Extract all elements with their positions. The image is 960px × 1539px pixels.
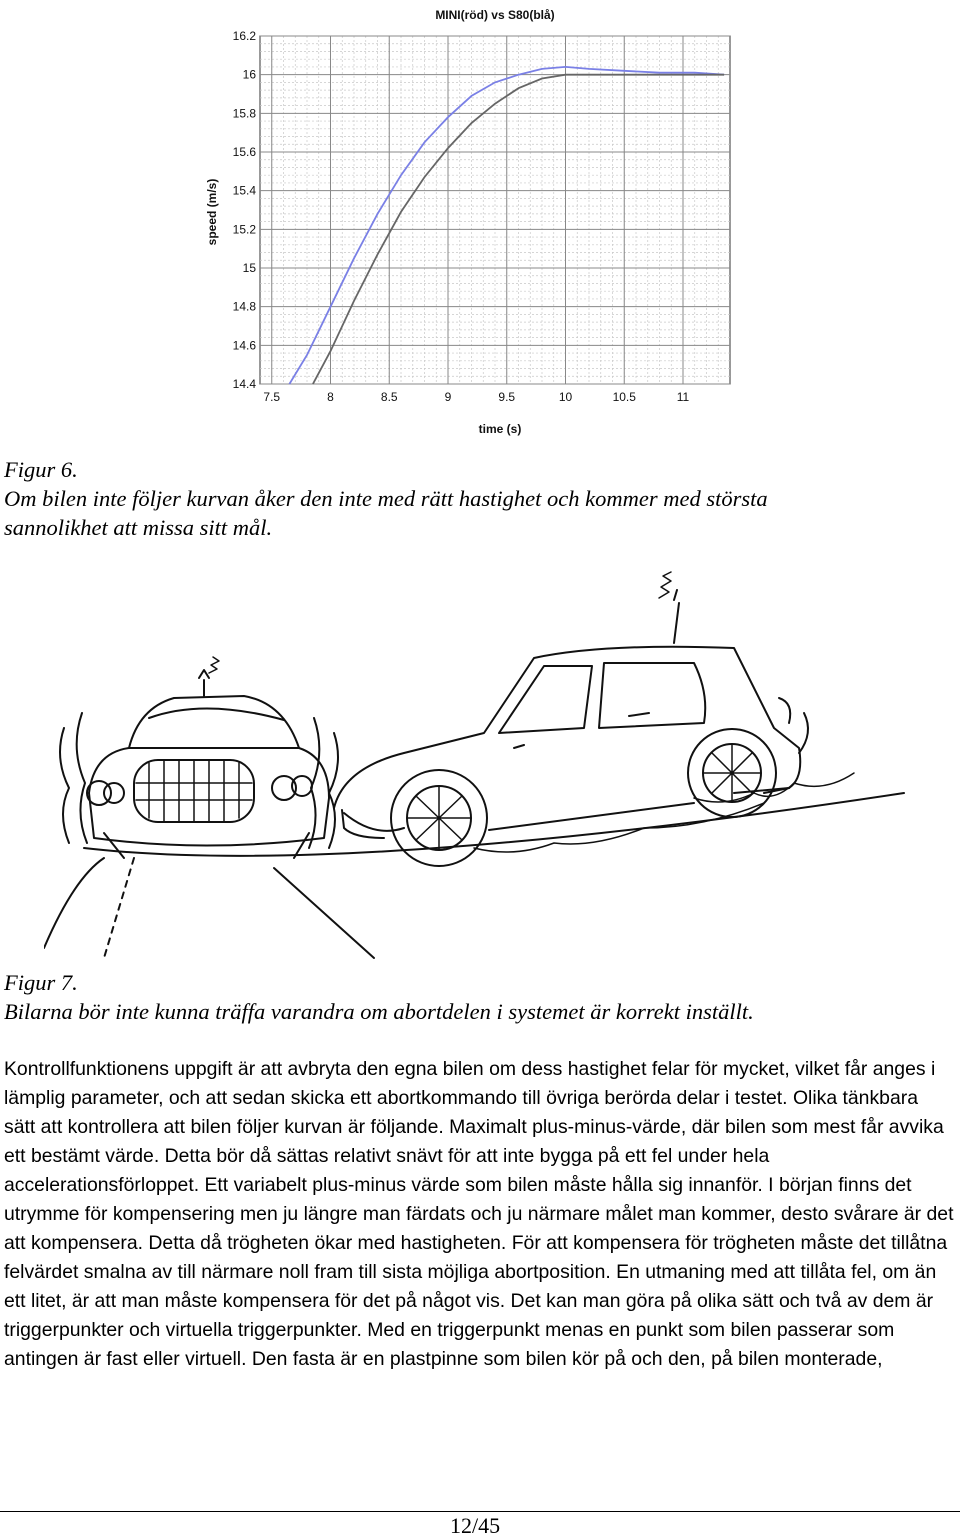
chart-x-tick-label: 10.5 <box>612 390 636 404</box>
chart-x-tick-label: 9 <box>444 390 452 404</box>
motion-line <box>60 728 69 843</box>
page-number: 12/45 <box>450 1513 501 1538</box>
chart-y-tick-label: 14.8 <box>232 299 256 314</box>
road-lane-edge <box>274 868 374 958</box>
road-lane-mark <box>104 858 134 958</box>
chart-y-tick-label: 15.8 <box>232 106 256 121</box>
body-paragraph: Kontrollfunktionens uppgift är att avbryta den egna bilen om dess hastighet felar för mycket, vilket får anges i lämplig parameter, och att sedan skicka ett abortkommando till övriga berörda delar i testet. Olika tänkbara sätt att kontrollera att bilen följer kurvan är följande. Maximalt plus-minus-värde, där bilen som mest får avvika ett bestämt värde. Detta bör då sättas relativt snävt för att inte bygga på ett fel under hela accelerationsförloppet. Ett variabelt plus-minus värde som bilen måste hålla sig innanför. I början finns det utrymme för kompensering men ju längre man färdats och ju närmare målet man kommer, desto svårare är det att kompensera. Detta då trögheten ökar med hastigheten. För att kompensera för trögheten måste det tillåtna felvärdet smalna av till närmare noll fram till sista möjliga abortposition. En utmaning med att tillåta fel, om än ett litet, är att man måste kompensera för det på något vis. Det kan man göra på olika sätt och två av dem är triggerpunkter och virtuella triggerpunkter. Med en triggerpunkt menas en punkt som bilen passerar som antingen är fast eller virtuell. Den fasta är en plastpinne som bilen kör på och den, på bilen monterade, <box>4 1058 954 1370</box>
motion-line <box>77 713 87 843</box>
chart-y-axis-label: speed (m/s) <box>205 178 219 246</box>
chart-x-tick-label: 8.5 <box>380 390 398 404</box>
figure-6-label: Figur 6. <box>4 457 78 482</box>
chart-y-tick-label: 16 <box>242 67 256 82</box>
speed-chart <box>200 0 760 445</box>
right-car <box>334 572 854 866</box>
figure-7-label: Figur 7. <box>4 970 78 995</box>
chart-x-axis-label: time (s) <box>478 422 522 436</box>
chart-x-tick-label: 8 <box>327 390 334 404</box>
cars-illustration <box>44 548 914 962</box>
chart-y-tick-label: 15.6 <box>232 145 256 159</box>
figure-7-text: Bilarna bör inte kunna träffa varandra om abortdelen i systemet är korrekt inställt. <box>4 999 754 1024</box>
chart-y-tick-label: 15 <box>242 261 256 275</box>
speed-chart-svg <box>200 0 760 445</box>
footer-divider <box>0 1511 960 1512</box>
body-text <box>4 1055 954 1374</box>
left-car <box>87 657 329 858</box>
chart-y-tick-label: 15.4 <box>232 183 256 198</box>
chart-x-tick-label: 11 <box>676 390 690 404</box>
chart-x-tick-label: 10 <box>558 390 573 404</box>
chart-x-tick-label: 7.5 <box>263 390 281 404</box>
figure-6-caption <box>4 455 864 542</box>
road-edge <box>44 858 104 948</box>
motion-line <box>329 733 338 848</box>
chart-y-tick-label: 14.6 <box>232 338 256 353</box>
chart-y-tick-label: 14.4 <box>232 377 256 391</box>
chart-x-tick-label: 9.5 <box>498 390 516 404</box>
chart-y-tick-label: 15.2 <box>232 222 256 237</box>
chart-title: MINI(röd) vs S80(blå) <box>435 8 555 22</box>
chart-y-tick-label: 16.2 <box>232 29 256 43</box>
figure-6-text: Om bilen inte följer kurvan åker den inte med rätt hastighet och kommer med största sannolikhet att missa sitt mål. <box>4 486 768 540</box>
figure-7-caption <box>4 968 754 1026</box>
